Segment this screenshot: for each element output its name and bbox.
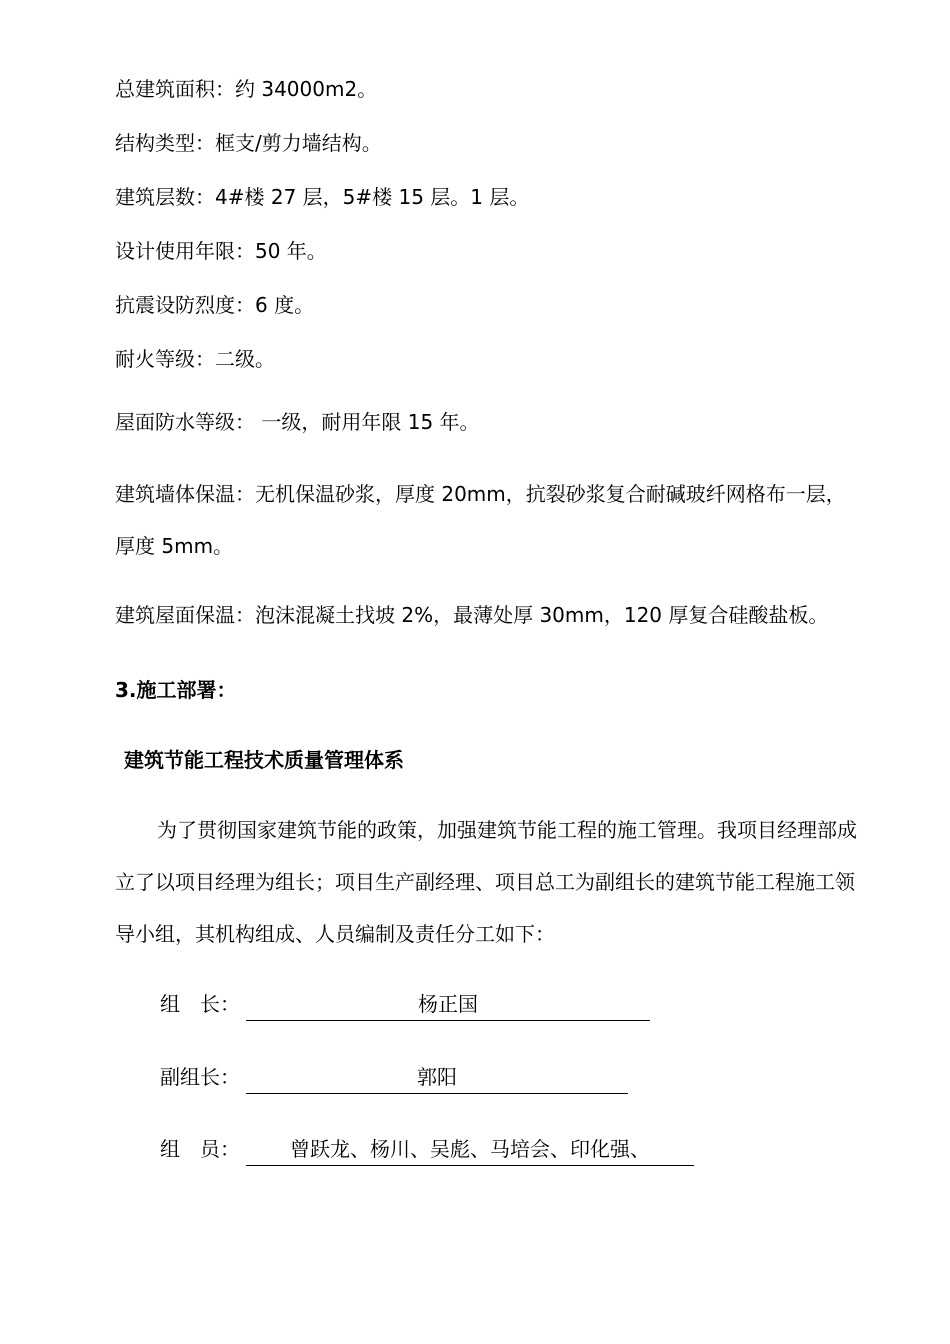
members-names: 曾跃龙、杨川、吴彪、马培会、印化强、 bbox=[246, 1137, 694, 1166]
leader-name: 杨正国 bbox=[246, 992, 650, 1021]
spec-seismic: 抗震设防烈度：6 度。 bbox=[115, 293, 315, 317]
spec-total-area: 总建筑面积：约 34000m2。 bbox=[115, 77, 378, 101]
spec-roof-waterproof: 屋面防水等级： 一级，耐用年限 15 年。 bbox=[115, 410, 480, 434]
members-label: 组 员： bbox=[160, 1137, 240, 1161]
deputy-name: 郭阳 bbox=[246, 1065, 628, 1094]
leader-label: 组 长： bbox=[160, 992, 240, 1016]
spec-structure-type: 结构类型：框支/剪力墙结构。 bbox=[115, 131, 382, 155]
spec-fire-rating: 耐火等级：二级。 bbox=[115, 347, 275, 371]
spec-floors: 建筑层数：4#楼 27 层，5#楼 15 层。1 层。 bbox=[115, 185, 530, 209]
subheading: 建筑节能工程技术质量管理体系 bbox=[124, 748, 404, 772]
intro-paragraph: 为了贯彻国家建筑节能的政策，加强建筑节能工程的施工管理。我项目经理部成立了以项目经理为组长；项目生产副经理、项目总工为副组长的建筑节能工程施工领导小组，其机构组成、人员编制及责任分工如下： bbox=[115, 818, 857, 946]
wall-insulation-text: 建筑墙体保温：无机保温砂浆，厚度 20mm，抗裂砂浆复合耐碱玻纤网格布一层，厚度 5mm。 bbox=[115, 482, 846, 558]
section-heading: 3.施工部署： bbox=[115, 678, 237, 702]
deputy-label: 副组长： bbox=[160, 1065, 240, 1089]
roof-insulation-text: 建筑屋面保温：泡沫混凝土找坡 2%，最薄处厚 30mm，120 厚复合硅酸盐板。 bbox=[115, 603, 829, 627]
spec-design-life: 设计使用年限：50 年。 bbox=[115, 239, 327, 263]
